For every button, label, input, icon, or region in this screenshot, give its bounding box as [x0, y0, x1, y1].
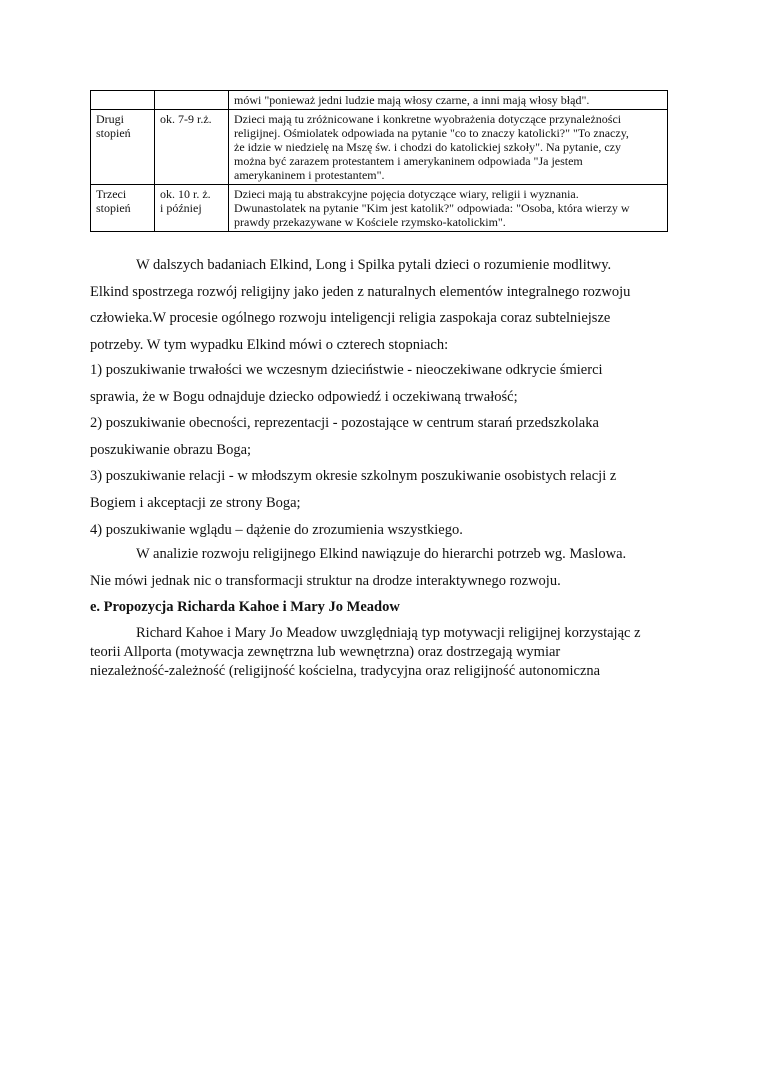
paragraph-elkind-prayer [90, 252, 670, 358]
religious-development-table [90, 90, 668, 232]
stage-cell: Drugi stopień [91, 110, 155, 185]
stage-cell [91, 91, 155, 110]
paragraph-text: W analizie rozwoju religijnego Elkind nawiązuje do hierarchi potrzeb wg. Maslowa. Nie mówi jednak nic o transformacji struktur na drodze interaktywnego rozwoju. [90, 546, 627, 589]
paragraph-text: W dalszych badaniach Elkind, Long i Spilka pytali dzieci o rozumienie modlitwy. Elkind spostrzega rozwój religijny jako jeden z naturalnych elementów integralnego rozwoju człowieka.W procesie ogólnego rozwoju inteligencji religia zaspokaja coraz subtelniejsze potrzeby. W tym wypadku Elkind mówi o czterech stopniach: [90, 257, 631, 353]
table-row [91, 185, 668, 232]
description-cell: mówi "ponieważ jedni ludzie mają włosy czarne, a inni mają włosy błąd". [229, 91, 668, 110]
table-row [91, 91, 668, 110]
list-item: 3) poszukiwanie relacji - w młodszym okresie szkolnym poszukiwanie osobistych relacji z Bogiem i akceptacji ze strony Boga; [90, 468, 617, 511]
age-cell [155, 91, 229, 110]
elkind-stages-list [90, 357, 670, 543]
paragraph-maslow [90, 541, 670, 594]
description-cell: Dzieci mają tu abstrakcyjne pojęcia dotyczące wiary, religii i wyznania. Dwunastolatek na pytanie "Kim jest katolik?" odpowiada: "Osoba, która wierzy w prawdy przekazywane w Kościele rzymsko-katolickim". [229, 185, 668, 232]
description-cell: Dzieci mają tu zróżnicowane i konkretne wyobrażenia dotyczące przynależności religijnej. Ośmiolatek odpowiada na pytanie "co to znaczy katolicki?" "To znaczy, że idzie w niedzielę na Mszę św. i chodzi do katolickiej szkoły". Na pytanie, czy można być zarazem protestantem i amerykaninem odpowiada "Ja jestem amerykaninem i protestantem". [229, 110, 668, 185]
paragraph-text: Richard Kahoe i Mary Jo Meadow uwzględniają typ motywacji religijnej korzystając z teorii Allporta (motywacja zewnętrzna lub wewnętrzna) oraz dostrzegają wymiar niezależność-zależność (religijność kościelna, tradycyjna oraz religijność autonomiczna [90, 625, 641, 679]
age-cell: ok. 7-9 r.ż. [155, 110, 229, 185]
paragraph-kahoe-meadow [90, 624, 670, 681]
list-item: 2) poszukiwanie obecności, reprezentacji - pozostające w centrum starań przedszkolaka poszukiwanie obrazu Boga; [90, 415, 599, 458]
stage-cell: Trzeci stopień [91, 185, 155, 232]
table-row [91, 110, 668, 185]
list-item: 4) poszukiwanie wglądu – dążenie do zrozumienia wszystkiego. [90, 521, 463, 538]
list-item: 1) poszukiwanie trwałości we wczesnym dzieciństwie - nieoczekiwane odkrycie śmierci sprawia, że w Bogu odnajduje dziecko odpowiedź i oczekiwaną trwałość; [90, 362, 603, 405]
section-heading: e. Propozycja Richarda Kahoe i Mary Jo Meadow [90, 599, 400, 615]
age-cell: ok. 10 r. ż. i później [155, 185, 229, 232]
